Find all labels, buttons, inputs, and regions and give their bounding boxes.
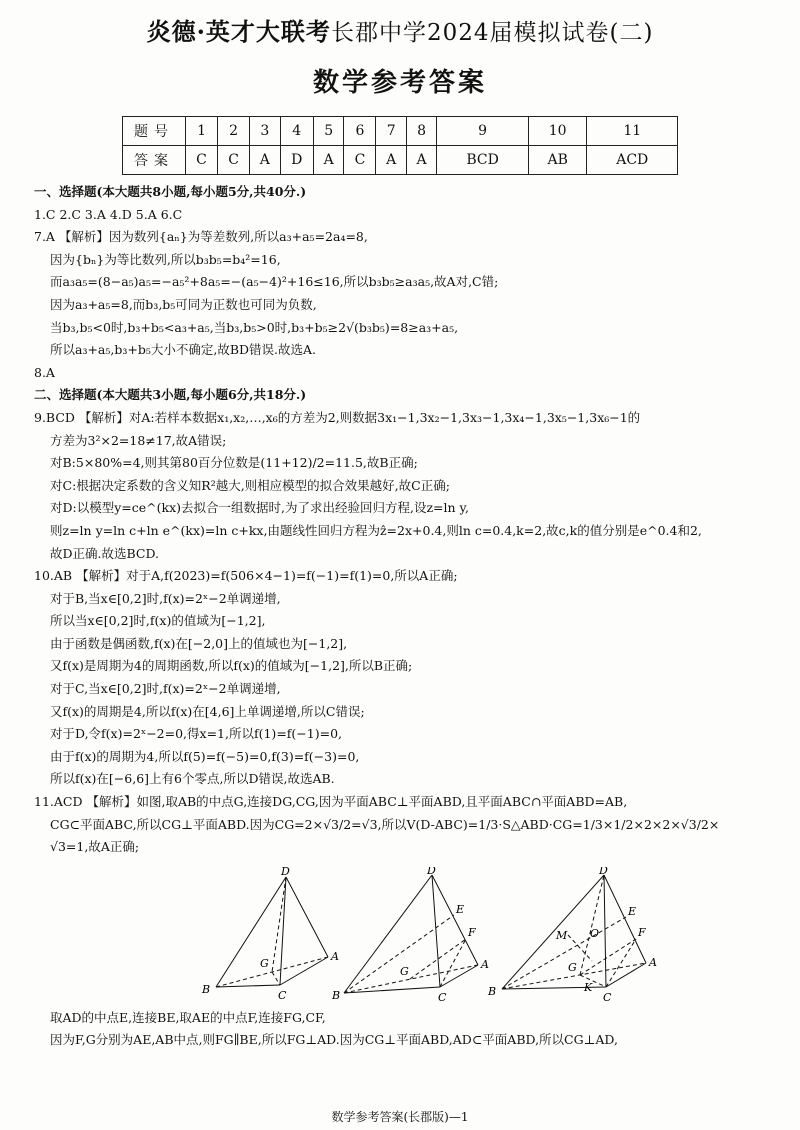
brand-title: 炎德·英才大联考 [146,17,331,46]
point-label: A [481,957,489,971]
point-label: O [590,926,600,940]
point-label: D [599,866,608,877]
text-line: √3=1,故A正确; [50,839,140,855]
text-line: 所以a₃+a₅,b₃+b₅大小不确定,故BD错误.故选A. [50,342,317,358]
section-heading: 二、选择题(本大题共3小题,每小题6分,共18分.) [34,387,307,403]
text-line: 对C:根据决定系数的含义知R²越大,则相应模型的拟合效果越好,故C正确; [50,477,450,493]
text-line: 则z=ln y=ln c+ln e^(kx)=ln c+kx,由题线性回归方程为ẑ=2x+0.4,则ln c=0.4,k=2,故c,k的值分别是e^0.4和2, [50,522,702,538]
point-label: F [468,925,476,939]
table-cell: AB [528,146,587,175]
text-line: 对D:以模型y=ce^(kx)去拟合一组数据时,为了求出经验回归方程,设z=ln y, [50,500,469,516]
point-label: M [556,928,568,942]
page-title: 数学参考答案 [312,68,487,98]
answer-row [123,146,678,175]
point-label: D [427,866,436,877]
text-line: 又f(x)的周期是4,所以f(x)在[4,6]上单调递增,所以C错误; [50,703,365,719]
point-label: A [649,955,657,969]
point-label: C [278,988,287,1002]
point-label: B [488,984,497,998]
text-line: 11.ACD 【解析】如图,取AB的中点G,连接DG,CG,因为平面ABC⊥平面ABD,且平面ABC∩平面ABD=AB, [34,794,628,810]
point-label: C [603,990,612,1003]
table-cell: 3 [250,117,280,146]
answer-table [122,116,678,175]
text-line: 对于B,当x∈[0,2]时,f(x)=2ˣ−2单调递增, [50,590,281,606]
table-cell: A [250,146,280,175]
table-cell: C [344,146,376,175]
point-label: F [638,925,646,939]
text-line: CG⊂平面ABC,所以CG⊥平面ABD.因为CG=2×√3/2=√3,所以V(D-ABC)=1/3·S△ABD·CG=1/3×1/2×2×2×√3/2× [50,816,720,832]
table-cell: A [376,146,406,175]
text-line: 7.A 【解析】因为数列{aₙ}为等差数列,所以a₃+a₅=2a₄=8, [34,229,368,245]
point-label: G [260,956,269,970]
school-title: 长郡中学2024届模拟试卷(二) [330,20,654,46]
table-cell: A [313,146,343,175]
point-label: E [456,902,465,916]
text-line: 8.A [34,364,55,380]
table-cell: 11 [587,117,678,146]
table-cell: BCD [437,146,529,175]
point-label: B [202,982,211,996]
text-line: 因为a₃+a₅=8,而b₃,b₅可同为正数也可同为负数, [50,296,317,312]
table-cell: 8 [406,117,436,146]
text-line: 对B:5×80%=4,则其第80百分位数是(11+12)/2=11.5,故B正确; [50,455,418,471]
tetrahedron-figure-1 [198,867,348,1003]
question-number-row [123,117,678,146]
point-label: B [332,988,341,1002]
text-line: 10.AB 【解析】对于A,f(2023)=f(506×4−1)=f(−1)=f(1)=0,所以A正确; [34,568,458,584]
text-line: 所以当x∈[0,2]时,f(x)的值域为[−1,2], [50,613,266,629]
point-label: E [628,904,637,918]
table-cell: 7 [376,117,406,146]
tetrahedron-figure-2 [332,867,502,1003]
text-line: 当b₃,b₅<0时,b₃+b₅<a₃+a₅,当b₃,b₅>0时,b₃+b₅≥2√(b₃b₅)=8≥a₃+a₅, [50,319,459,335]
solution-body [34,181,774,1052]
text-line: 1.C 2.C 3.A 4.D 5.A 6.C [34,206,183,222]
table-cell: 4 [280,117,313,146]
table-cell: A [406,146,436,175]
text-line: 由于函数是偶函数,f(x)在[−2,0]上的值域也为[−1,2], [50,635,348,651]
text-line: 因为{bₙ}为等比数列,所以b₃b₅=b₄²=16, [50,251,281,267]
text-line: 又f(x)是周期为4的周期函数,所以f(x)的值域为[−1,2],所以B正确; [50,658,413,674]
point-label: G [568,960,577,974]
text-line: 由于f(x)的周期为4,所以f(5)=f(−5)=0,f(3)=f(−3)=0, [50,748,360,764]
geometry-figures [34,867,774,1003]
text-line: 方差为3²×2=18≠17,故A错误; [50,432,227,448]
text-line: 取AD的中点E,连接BE,取AE的中点F,连接FG,CF, [50,1009,326,1025]
table-cell: 1 [186,117,218,146]
text-line: 故D正确.故选BCD. [50,545,160,561]
row-label-answer: 答案 [123,146,186,175]
text-line: 而a₃a₅=(8−a₅)a₅=−a₅²+8a₅=−(a₅−4)²+16≤16,所以b₃b₅≥a₃a₅,故A对,C错; [50,274,499,290]
point-label: C [438,990,447,1003]
table-cell: ACD [587,146,678,175]
table-cell: C [218,146,250,175]
table-cell: 9 [437,117,529,146]
text-line: 9.BCD 【解析】对A:若样本数据x₁,x₂,…,x₆的方差为2,则数据3x₁−1,3x₂−1,3x₃−1,3x₄−1,3x₅−1,3x₆−1的 [34,409,641,425]
table-cell: 10 [528,117,587,146]
table-cell: 6 [344,117,376,146]
text-line: 所以f(x)在[−6,6]上有6个零点,所以D错误,故选AB. [50,771,335,787]
table-cell: 5 [313,117,343,146]
text-line: 对于D,令f(x)=2ˣ−2=0,得x=1,所以f(1)=f(−1)=0, [50,726,342,742]
point-label: D [281,866,290,878]
table-cell: D [280,146,313,175]
table-cell: 2 [218,117,250,146]
tetrahedron-figure-3 [486,867,666,1003]
text-line: 对于C,当x∈[0,2]时,f(x)=2ˣ−2单调递增, [50,681,281,697]
point-label: K [584,980,593,994]
text-line: 因为F,G分别为AE,AB中点,则FG∥BE,所以FG⊥AD.因为CG⊥平面ABD,AD⊂平面ABD,所以CG⊥AD, [50,1032,618,1048]
section-heading: 一、选择题(本大题共8小题,每小题5分,共40分.) [34,184,307,199]
exam-header [0,12,800,47]
page-footer: 数学参考答案(长郡版)—1 [331,1110,469,1124]
row-label-number: 题号 [123,117,186,146]
table-cell: C [186,146,218,175]
point-label: G [400,964,409,978]
point-label: A [331,949,339,963]
